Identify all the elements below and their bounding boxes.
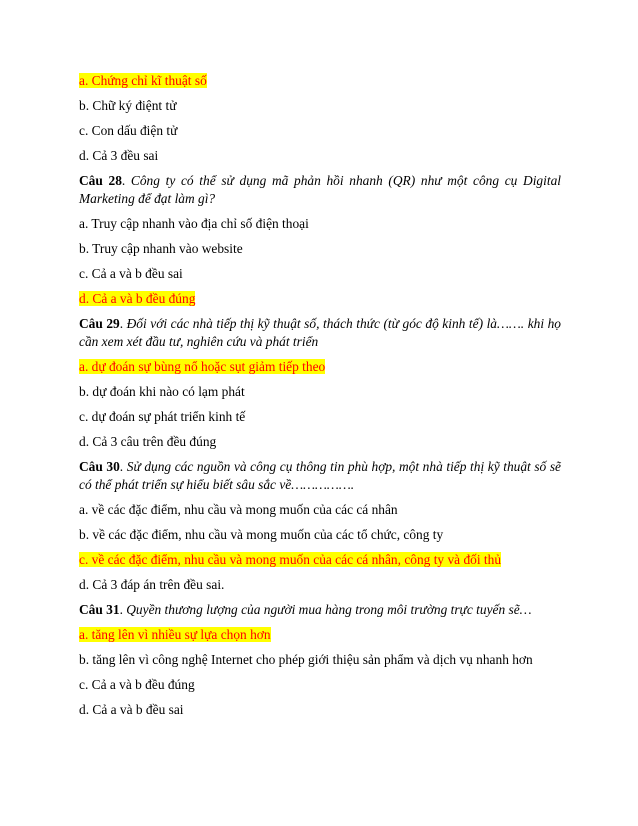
answer-text: c. Con dấu điện tử: [79, 123, 178, 138]
answer-option: [79, 408, 561, 426]
question-separator: .: [119, 316, 127, 331]
answer-text: b. dự đoán khi nào có lạm phát: [79, 384, 245, 399]
question-text: Quyền thương lượng của người mua hàng trong môi trường trực tuyến sẽ…: [126, 602, 532, 617]
question-text: Sử dụng các nguồn và công cụ thông tin phù hợp, một nhà tiếp thị kỹ thuật số sẽ có thể phát triển sự hiểu biết sâu sắc về…………….: [79, 459, 561, 492]
answer-text: a. Truy cập nhanh vào địa chỉ số điện thoại: [79, 216, 309, 231]
answer-text: c. dự đoán sự phát triển kinh tế: [79, 409, 246, 424]
answer-option: [79, 501, 561, 519]
question: [79, 601, 561, 619]
correct-answer-text: d. Cả a và b đều đúng: [79, 291, 196, 306]
question-number: Câu 28: [79, 173, 122, 188]
answer-text: d. Cả a và b đều sai: [79, 702, 184, 717]
answer-text: d. Cả 3 câu trên đều đúng: [79, 434, 217, 449]
answer-text: b. về các đặc điểm, nhu cầu và mong muốn của các tổ chức, công ty: [79, 527, 444, 542]
question-text: Công ty có thể sử dụng mã phản hồi nhanh (QR) như một công cụ Digital Marketing để đạt làm gì?: [79, 173, 561, 206]
answer-option: [79, 358, 561, 376]
answer-text: a. về các đặc điểm, nhu cầu và mong muốn của các cá nhân: [79, 502, 398, 517]
answer-option: [79, 265, 561, 283]
answer-option: [79, 701, 561, 719]
question-text: Đối với các nhà tiếp thị kỹ thuật số, thách thức (từ góc độ kinh tế) là……. khi họ cần xem xét đầu tư, nghiên cứu và phát triển: [79, 316, 561, 349]
answer-text: b. tăng lên vì công nghệ Internet cho phép giới thiệu sản phẩm và dịch vụ nhanh hơn: [79, 652, 533, 667]
correct-answer-text: c. về các đặc điểm, nhu cầu và mong muốn của các cá nhân, công ty và đối thủ: [79, 552, 502, 567]
answer-option: [79, 526, 561, 544]
answer-text: c. Cả a và b đều sai: [79, 266, 183, 281]
answer-option: [79, 240, 561, 258]
answer-option: [79, 383, 561, 401]
answer-option: [79, 215, 561, 233]
answer-option: [79, 676, 561, 694]
answer-option: [79, 576, 561, 594]
question-separator: .: [121, 173, 131, 188]
correct-answer-text: a. tăng lên vì nhiều sự lựa chọn hơn: [79, 627, 271, 642]
question-separator: .: [119, 459, 127, 474]
question-number: Câu 31: [79, 602, 120, 617]
question: [79, 315, 561, 351]
question: [79, 172, 561, 208]
answer-option: [79, 122, 561, 140]
question-number: Câu 29: [79, 316, 120, 331]
document-page: [79, 72, 561, 726]
answer-option: [79, 651, 561, 669]
question-separator: .: [119, 602, 127, 617]
question: [79, 458, 561, 494]
answer-option: [79, 290, 561, 308]
question-number: Câu 30: [79, 459, 120, 474]
answer-option: [79, 147, 561, 165]
answer-option: [79, 626, 561, 644]
answer-text: c. Cả a và b đều đúng: [79, 677, 195, 692]
answer-text: b. Truy cập nhanh vào website: [79, 241, 243, 256]
answer-option: [79, 97, 561, 115]
correct-answer-text: a. Chứng chỉ kĩ thuật số: [79, 73, 207, 88]
answer-text: b. Chữ ký điệnt tử: [79, 98, 177, 113]
correct-answer-text: a. dự đoán sự bùng nổ hoặc sụt giảm tiếp theo: [79, 359, 326, 374]
answer-option: [79, 551, 561, 569]
answer-option: [79, 72, 561, 90]
answer-text: d. Cả 3 đáp án trên đều sai.: [79, 577, 225, 592]
answer-option: [79, 433, 561, 451]
answer-text: d. Cả 3 đều sai: [79, 148, 159, 163]
